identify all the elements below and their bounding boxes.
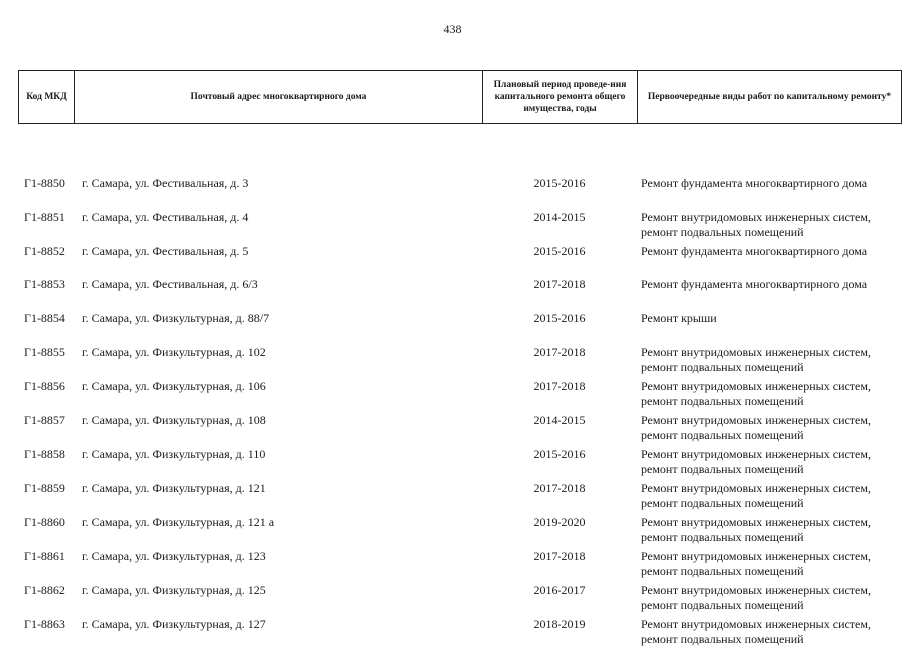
cell-period: 2019-2020 — [533, 515, 586, 529]
cell-address: г. Самара, ул. Физкультурная, д. 121 — [82, 481, 266, 495]
cell-works — [637, 413, 902, 443]
cell-works — [637, 481, 902, 511]
cell-code: Г1-8862 — [24, 583, 65, 597]
works-line: Ремонт фундамента многоквартирного дома — [641, 244, 868, 258]
cell-address: г. Самара, ул. Физкультурная, д. 88/7 — [82, 311, 270, 325]
cell-works — [637, 210, 902, 240]
table-row — [18, 413, 902, 443]
cell-address: г. Самара, ул. Фестивальная, д. 4 — [82, 210, 249, 224]
works-line: Ремонт внутридомовых инженерных систем, — [641, 515, 871, 529]
cell-works — [637, 311, 902, 326]
cell-address: г. Самара, ул. Физкультурная, д. 127 — [82, 617, 266, 631]
cell-period: 2015-2016 — [533, 311, 586, 325]
works-line: ремонт подвальных помещений — [641, 496, 804, 510]
table-row — [18, 176, 902, 191]
works-line: Ремонт фундамента многоквартирного дома — [641, 277, 868, 291]
cell-works — [637, 583, 902, 613]
table-row — [18, 379, 902, 409]
works-line: Ремонт крыши — [641, 311, 717, 325]
cell-period: 2014-2015 — [533, 413, 586, 427]
cell-code: Г1-8858 — [24, 447, 65, 461]
cell-works — [637, 379, 902, 409]
cell-code: Г1-8851 — [24, 210, 65, 224]
cell-code: Г1-8853 — [24, 277, 65, 291]
cell-works — [637, 447, 902, 477]
cell-address: г. Самара, ул. Физкультурная, д. 125 — [82, 583, 266, 597]
cell-period: 2017-2018 — [533, 345, 586, 359]
cell-period: 2017-2018 — [533, 549, 586, 563]
works-line: ремонт подвальных помещений — [641, 632, 804, 646]
cell-address: г. Самара, ул. Фестивальная, д. 3 — [82, 176, 249, 190]
cell-period: 2017-2018 — [533, 481, 586, 495]
cell-code: Г1-8855 — [24, 345, 65, 359]
table-row — [18, 244, 902, 259]
cell-works — [637, 244, 902, 259]
cell-period: 2015-2016 — [533, 244, 586, 258]
table-row — [18, 481, 902, 511]
header-works: Первоочередные виды работ по капитальному ремонту* — [637, 71, 902, 123]
cell-address: г. Самара, ул. Физкультурная, д. 123 — [82, 549, 266, 563]
cell-address: г. Самара, ул. Физкультурная, д. 106 — [82, 379, 266, 393]
works-line: ремонт подвальных помещений — [641, 428, 804, 442]
works-line: Ремонт внутридомовых инженерных систем, — [641, 447, 871, 461]
cell-address: г. Самара, ул. Фестивальная, д. 5 — [82, 244, 249, 258]
cell-period: 2017-2018 — [533, 379, 586, 393]
works-line: ремонт подвальных помещений — [641, 530, 804, 544]
works-line: ремонт подвальных помещений — [641, 598, 804, 612]
works-line: Ремонт внутридомовых инженерных систем, — [641, 549, 871, 563]
cell-code: Г1-8857 — [24, 413, 65, 427]
cell-code: Г1-8856 — [24, 379, 65, 393]
table-row — [18, 345, 902, 375]
works-line: Ремонт внутридомовых инженерных систем, — [641, 413, 871, 427]
cell-period: 2017-2018 — [533, 277, 586, 291]
cell-address: г. Самара, ул. Физкультурная, д. 110 — [82, 447, 266, 461]
table-row — [18, 583, 902, 613]
cell-works — [637, 549, 902, 579]
capital-repair-table — [18, 70, 902, 646]
table-row — [18, 549, 902, 579]
cell-address: г. Самара, ул. Фестивальная, д. 6/3 — [82, 277, 258, 291]
cell-works — [637, 515, 902, 545]
works-line: Ремонт фундамента многоквартирного дома — [641, 176, 868, 190]
cell-period: 2015-2016 — [533, 176, 586, 190]
works-line: Ремонт внутридомовых инженерных систем, — [641, 481, 871, 495]
works-line: Ремонт внутридомовых инженерных систем, — [641, 210, 871, 224]
table-row — [18, 311, 902, 326]
works-line: ремонт подвальных помещений — [641, 225, 804, 239]
works-line: ремонт подвальных помещений — [641, 462, 804, 476]
cell-code: Г1-8861 — [24, 549, 65, 563]
cell-works — [637, 345, 902, 375]
table-row — [18, 277, 902, 292]
works-line: Ремонт внутридомовых инженерных систем, — [641, 583, 871, 597]
cell-period: 2016-2017 — [533, 583, 586, 597]
works-line: ремонт подвальных помещений — [641, 394, 804, 408]
table-row — [18, 617, 902, 647]
cell-works — [637, 617, 902, 647]
works-line: Ремонт внутридомовых инженерных систем, — [641, 345, 871, 359]
works-line: ремонт подвальных помещений — [641, 360, 804, 374]
cell-code: Г1-8863 — [24, 617, 65, 631]
table-row — [18, 515, 902, 545]
cell-period: 2018-2019 — [533, 617, 586, 631]
cell-period: 2015-2016 — [533, 447, 586, 461]
page-number: 438 — [443, 22, 462, 36]
cell-code: Г1-8859 — [24, 481, 65, 495]
cell-address: г. Самара, ул. Физкультурная, д. 108 — [82, 413, 266, 427]
header-period: Плановый период проведе-ния капитального ремонта общего имущества, годы — [482, 71, 637, 123]
table-row — [18, 210, 902, 240]
cell-address: г. Самара, ул. Физкультурная, д. 121 а — [82, 515, 275, 529]
works-line: ремонт подвальных помещений — [641, 564, 804, 578]
cell-works — [637, 277, 902, 292]
cell-code: Г1-8850 — [24, 176, 65, 190]
table-row — [18, 447, 902, 477]
works-line: Ремонт внутридомовых инженерных систем, — [641, 617, 871, 631]
header-code: Код МКД — [18, 71, 74, 123]
table-header — [18, 70, 902, 124]
cell-code: Г1-8854 — [24, 311, 65, 325]
header-address: Почтовый адрес многоквартирного дома — [74, 71, 482, 123]
works-line: Ремонт внутридомовых инженерных систем, — [641, 379, 871, 393]
cell-period: 2014-2015 — [533, 210, 586, 224]
cell-code: Г1-8852 — [24, 244, 65, 258]
cell-works — [637, 176, 902, 191]
cell-address: г. Самара, ул. Физкультурная, д. 102 — [82, 345, 266, 359]
cell-code: Г1-8860 — [24, 515, 65, 529]
